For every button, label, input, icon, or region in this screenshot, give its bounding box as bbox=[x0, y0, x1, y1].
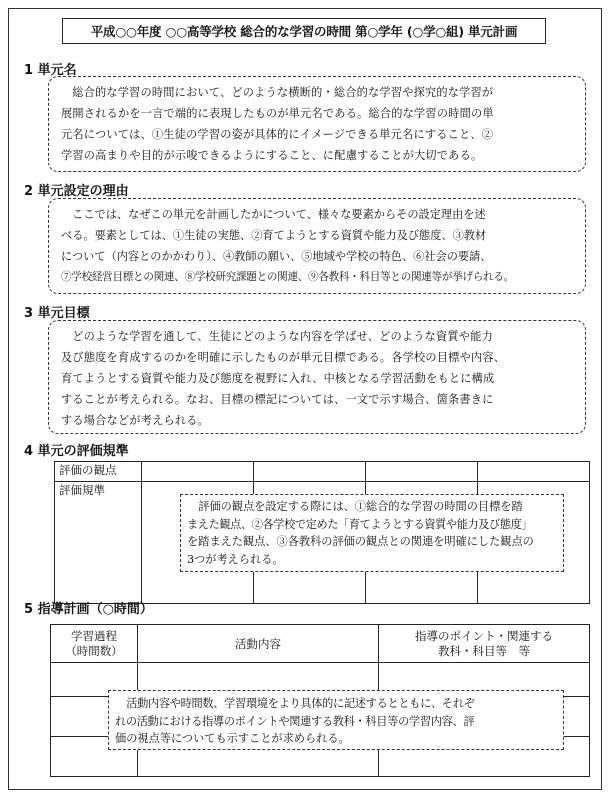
evaluation-note bbox=[180, 494, 564, 572]
text-line: べる。要素としては、①生徒の実態、②育てようとする資質や能力及び態度、③教材 bbox=[61, 229, 487, 242]
text-line: する場合などが考えられる。 bbox=[61, 414, 210, 427]
page-title: 平成○○年度 ○○高等学校 総合的な学習の時間 第○学年 (○学○組) 単元計画 bbox=[62, 18, 546, 44]
text-line: 総合的な学習の時間において、どのような横断的・総合的な学習や探究的な学習が bbox=[72, 86, 494, 99]
header-text: 学習過程 bbox=[71, 628, 117, 643]
text-line: どのような学習を通して、生徒にどのような内容を学ばせ、どのような資質や能力 bbox=[72, 330, 493, 343]
table-cell bbox=[254, 462, 366, 482]
table-cell bbox=[142, 462, 254, 482]
header-learning-process bbox=[51, 625, 138, 663]
text-line: ここでは、なぜこの単元を計画したかについて、様々な要素からその設定理由を述 bbox=[72, 208, 486, 221]
table-cell bbox=[478, 462, 590, 482]
evaluation-aspect-label: 評価の観点 bbox=[55, 462, 142, 482]
header-activity: 活動内容 bbox=[138, 625, 379, 663]
header-text: 指導のポイント・関連する bbox=[415, 628, 553, 643]
header-text: （時間数） bbox=[65, 643, 123, 658]
header-text: 教科・科目等 等 bbox=[438, 643, 530, 658]
text-line: 育てようとする資質や能力及び態度を視野に入れ、中核となる学習活動をもとに構成 bbox=[61, 372, 495, 385]
text-line: 評価の観点を設定する際には、①総合的な学習の時間の目標を踏 bbox=[198, 500, 523, 513]
table-cell bbox=[366, 462, 478, 482]
text-line: 価の視点等についても示すことが求められる。 bbox=[115, 732, 350, 745]
text-line: 及び態度を育成するのかを明確に示したものが単元目標である。各学校の目標や内容、 bbox=[61, 351, 506, 364]
section-2-box bbox=[48, 198, 586, 294]
text-line: 元名については、①生徒の学習の姿が具体的にイメージできる単元名にすること、② bbox=[61, 128, 494, 141]
text-line: 学習の高まりや目的が示唆できるようにすること、に配慮することが大切である。 bbox=[61, 149, 483, 162]
text-line: を踏まえた観点、③各教科の評価の観点との関連を明確にした観点の bbox=[187, 535, 534, 548]
evaluation-criteria-label: 評価規準 bbox=[55, 482, 142, 604]
section-4-heading: 4 単元の評価規準 bbox=[24, 444, 129, 459]
text-line: 活動内容や時間数、学習環境をより具体的に記述するとともに、それぞ bbox=[126, 697, 475, 710]
teaching-plan-note bbox=[108, 690, 564, 750]
text-line: まえた観点、②各学校で定めた「育てようとする資質や能力及び態度」 bbox=[187, 517, 533, 531]
text-line: れの活動における指導のポイントや関連する教科・科目等の学習内容、評 bbox=[115, 714, 475, 728]
text-line: することが考えられる。なお、目標の標記については、一文で示す場合、箇条書きに bbox=[61, 393, 494, 406]
text-line: ⑦学校経営目標との関連、⑧学校研究課題との関連、⑨各教科・科目等との関連等が挙げられる。 bbox=[61, 271, 514, 283]
section-3-box bbox=[48, 320, 586, 434]
section-3-heading: 3 単元目標 bbox=[24, 306, 90, 321]
text-line: 3つが考えられる。 bbox=[187, 552, 284, 566]
section-1-heading: 1 単元名 bbox=[24, 63, 77, 78]
header-guidance bbox=[379, 625, 590, 663]
text-line: について（内容とのかかわり）、④教師の願い、⑤地域や学校の特色、⑥社会の要請、 bbox=[61, 250, 492, 263]
text-line: 展開されるかを一言で端的に表現したものが単元名である。総合的な学習の時間の単 bbox=[61, 107, 494, 120]
section-1-box bbox=[48, 76, 586, 172]
section-5-heading: 5 指導計画（○時間） bbox=[24, 602, 153, 617]
section-2-heading: 2 単元設定の理由 bbox=[24, 184, 129, 199]
